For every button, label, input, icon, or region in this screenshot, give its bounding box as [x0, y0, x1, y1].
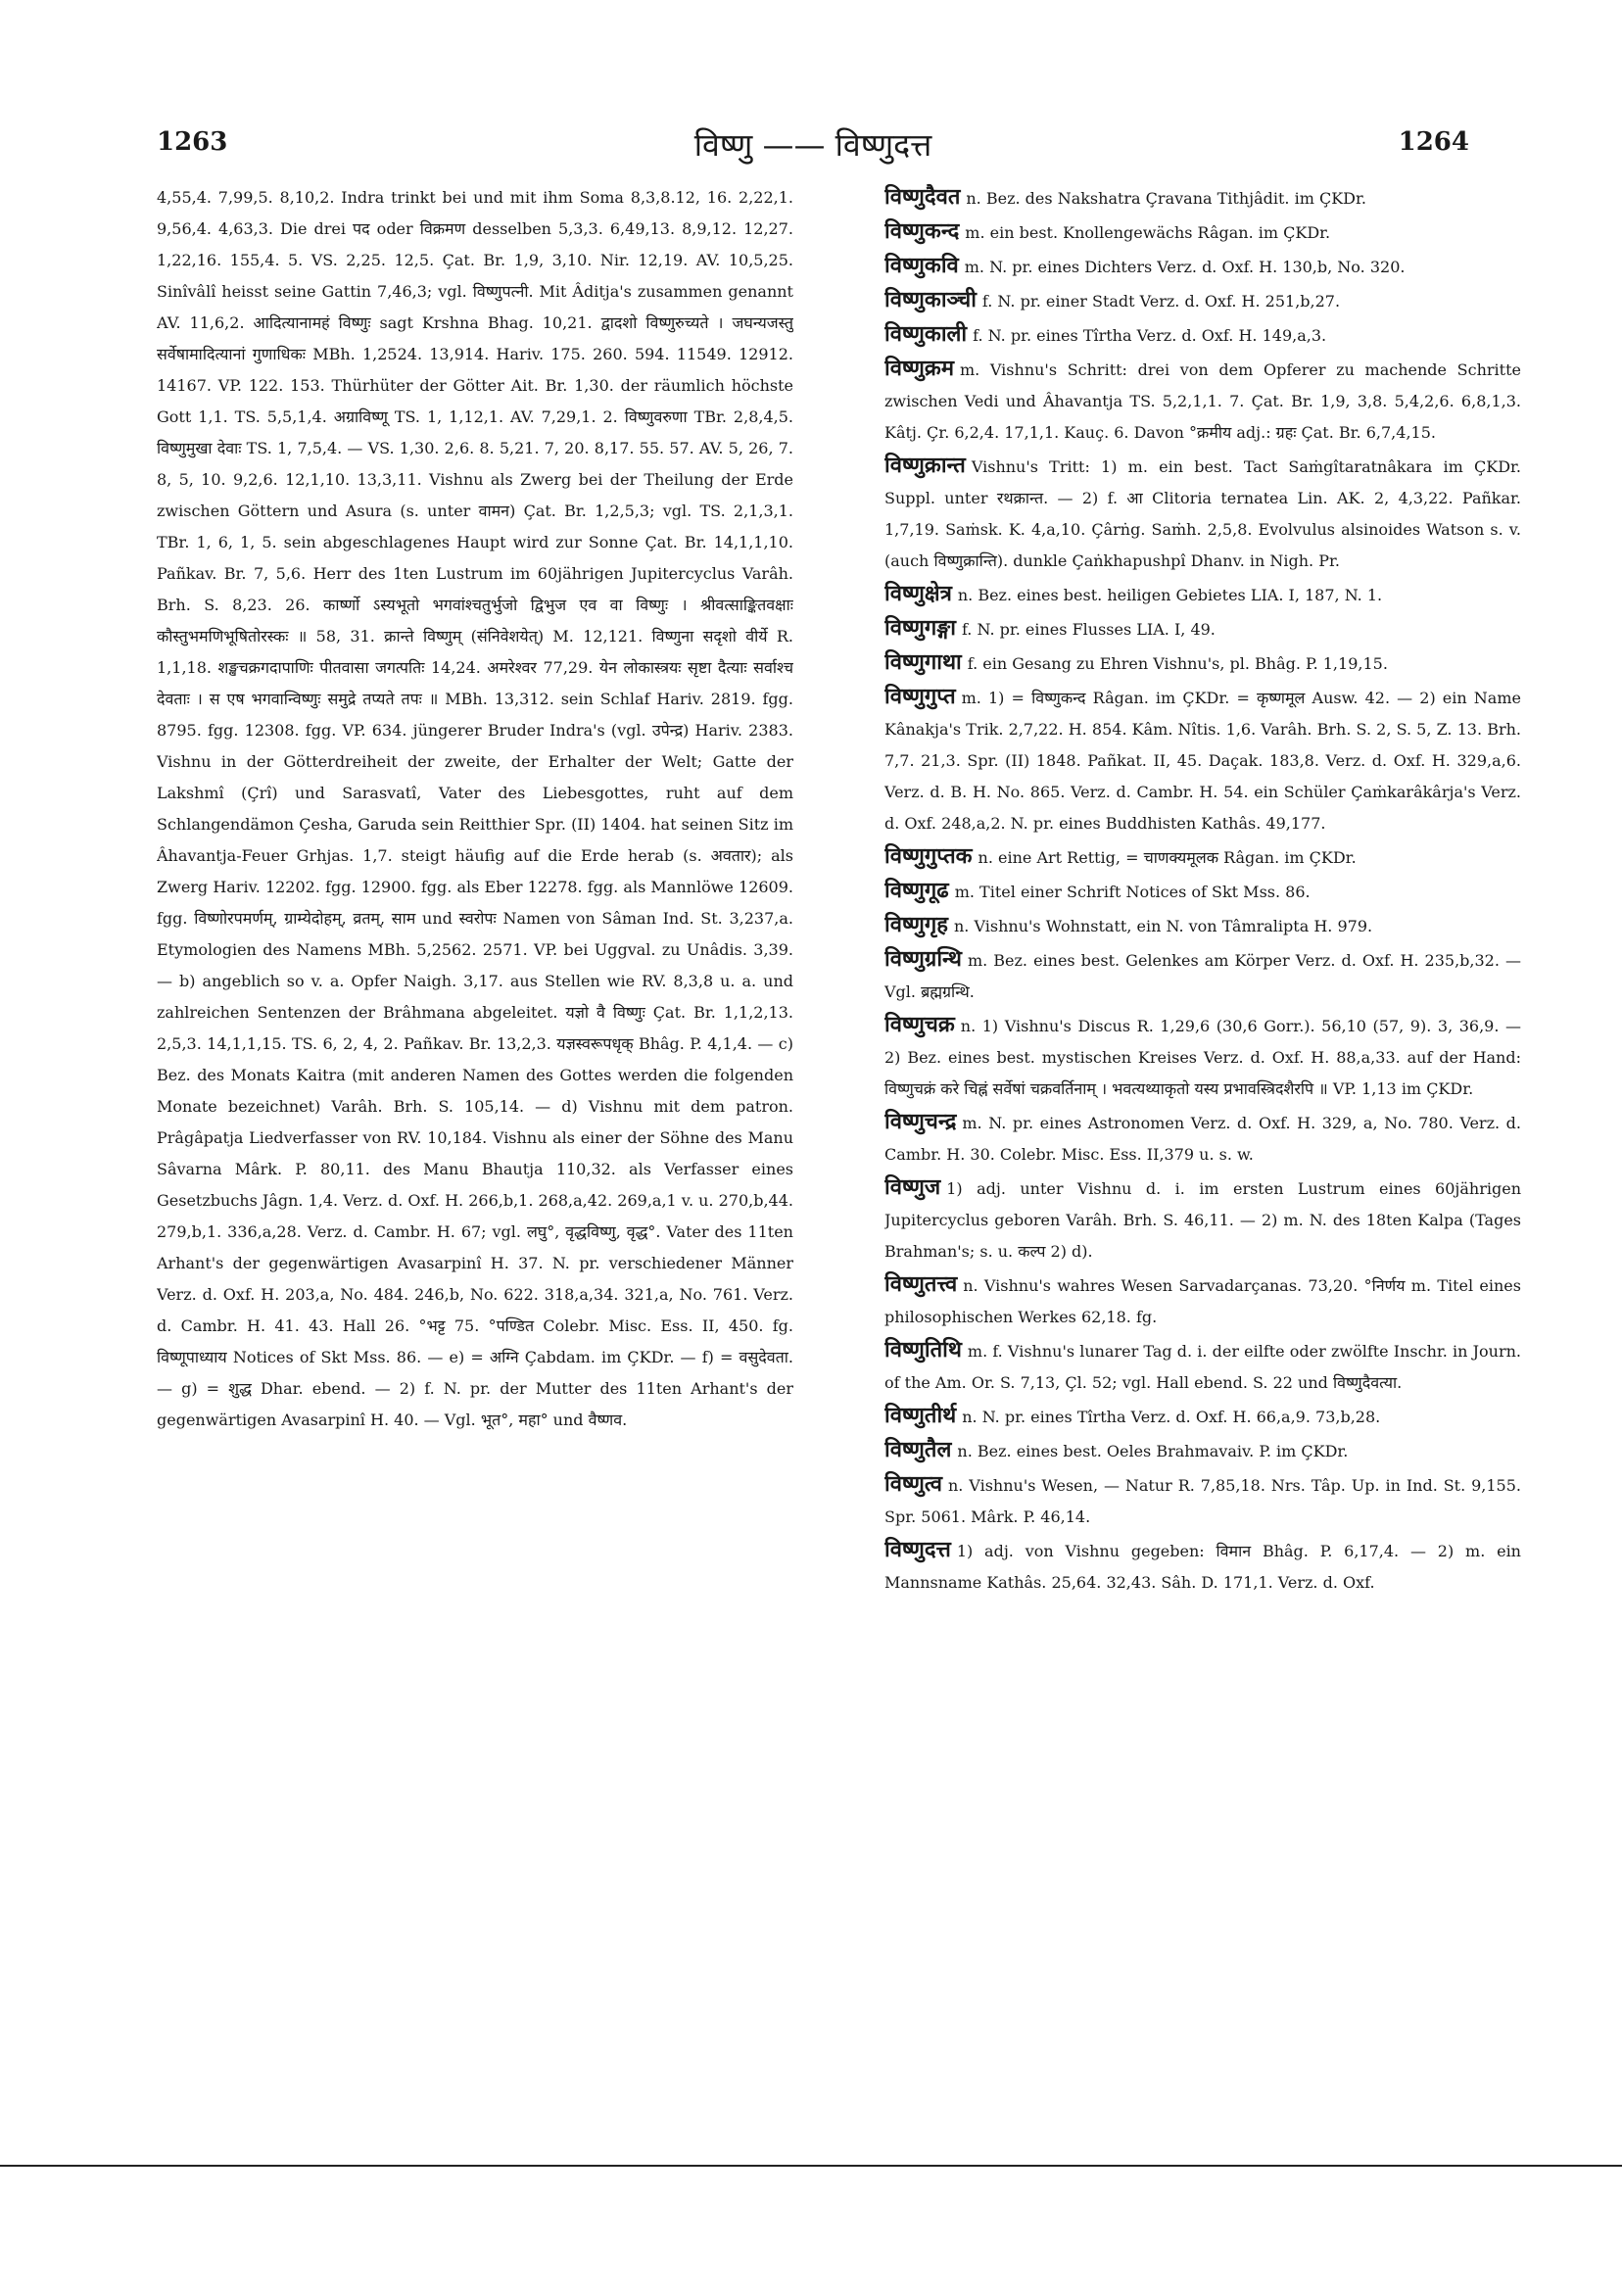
entry-headword: विष्णुतत्त्व — [884, 1272, 958, 1297]
entry-text: n. Bez. des Nakshatra Çravana Tithjâdit. im ÇKDr. — [966, 189, 1366, 208]
entry-headword: विष्णुगङ्गा — [884, 616, 956, 641]
dictionary-entry — [884, 613, 1521, 646]
dictionary-entry — [884, 1335, 1521, 1399]
entry-headword: विष्णुत्व — [884, 1472, 942, 1497]
entry-text: m. N. pr. eines Dichters Verz. d. Oxf. H. 130,b, No. 320. — [964, 258, 1406, 276]
dictionary-entry — [884, 285, 1521, 317]
entry-text: n. Vishnu's wahres Wesen Sarvadarçanas. 73,20. °निर्णय m. Titel eines philosophischen Werkes 62,18. fg. — [884, 1276, 1521, 1326]
dictionary-entry — [884, 1010, 1521, 1105]
dictionary-entry — [884, 319, 1521, 352]
dictionary-entry — [884, 216, 1521, 249]
entry-headword: विष्णुचन्द्र — [884, 1110, 957, 1134]
dictionary-entry — [884, 647, 1521, 680]
entry-text: n. Bez. eines best. heiligen Gebietes LIA. I, 187, N. 1. — [957, 586, 1383, 604]
left-column — [157, 182, 793, 2033]
dictionary-entry — [884, 944, 1521, 1008]
entry-headword: विष्णुकन्द — [884, 219, 960, 244]
dictionary-entry — [884, 579, 1521, 611]
right-column — [884, 182, 1521, 2033]
entry-headword: विष्णुग्रन्थि — [884, 947, 962, 972]
entry-headword: विष्णुतीर्थ — [884, 1404, 957, 1428]
entry-headword: विष्णुगृह — [884, 913, 948, 937]
entry-headword: विष्णुतैल — [884, 1438, 952, 1462]
dictionary-entry — [884, 876, 1521, 908]
dictionary-entry — [884, 841, 1521, 874]
footer-rule — [0, 2165, 1622, 2167]
entry-text: n. Vishnu's Wohnstatt, ein N. von Tâmralipta H. 979. — [954, 917, 1373, 935]
entry-text: f. ein Gesang zu Ehren Vishnu's, pl. Bhâg. P. 1,19,15. — [967, 654, 1388, 673]
page-number-left: 1263 — [157, 127, 228, 157]
entry-text: m. Titel einer Schrift Notices of Skt Mss. 86. — [954, 883, 1311, 901]
dictionary-entry — [884, 1469, 1521, 1533]
entry-headword: विष्णुकाली — [884, 322, 968, 347]
entry-headword: विष्णुगाथा — [884, 650, 962, 675]
dictionary-entry — [884, 1107, 1521, 1171]
entry-headword: विष्णुदैवत — [884, 185, 961, 210]
entry-text: f. N. pr. einer Stadt Verz. d. Oxf. H. 251,b,27. — [981, 292, 1341, 311]
entry-text: 1) adj. unter Vishnu d. i. im ersten Lustrum eines 60jährigen Jupitercyclus geboren Varâh. Brh. S. 46,11. — 2) m. N. des 18ten Kalpa (Tages Brahman's; s. u. कल्प 2) d). — [884, 1179, 1521, 1261]
entry-text: n. eine Art Rettig, = चाणक्यमूलक Râgan. im ÇKDr. — [978, 848, 1357, 867]
dictionary-entry — [884, 1269, 1521, 1333]
dictionary-entry — [884, 451, 1521, 577]
entry-text: m. ein best. Knollengewächs Râgan. im ÇKDr. — [965, 223, 1331, 242]
entry-headword: विष्णुक्षेत्र — [884, 582, 952, 606]
entry-headword: विष्णुगुप्त — [884, 685, 956, 709]
entry-text: f. N. pr. eines Tîrtha Verz. d. Oxf. H. 149,a,3. — [973, 326, 1327, 345]
entry-headword: विष्णुचक्र — [884, 1013, 955, 1037]
entry-text: Vishnu's Tritt: 1) m. ein best. Tact Saṁgîtaratnâkara im ÇKDr. Suppl. unter रथक्रान्त. — 2) f. आ Clitoria ternatea Lin. AK. 2, 4,3,22. Pañkar. 1,7,19. Saṁsk. K. 4,a,10. Çârṅg. Saṁh. 2,5,8. Evolvulus alsinoides Watson s. v. (auch विष्णुक्रान्ति). dunkle Çaṅkhapushpî Dhanv. in Nigh. Pr. — [884, 457, 1521, 570]
entry-continuation: 4,55,4. 7,99,5. 8,10,2. Indra trinkt bei und mit ihm Soma 8,3,8.12, 16. 2,22,1. 9,56,4. 4,63,3. Die drei पद oder विक्रमण desselben 5,3,3. 6,49,13. 8,9,12. 12,27. 1,22,16. 155,4. 5. VS. 2,25. 12,5. Çat. Br. 1,9, 3,10. Nir. 12,19. AV. 10,5,25. Sinîvâlî heisst seine Gattin 7,46,3; vgl. विष्णुपत्नी. Mit Âditja's zusammen genannt AV. 11,6,2. आदित्यानामहं विष्णुः sagt Krshna Bhag. 10,21. द्वादशो विष्णुरुच्यते । जघन्यजस्तु सर्वेषामादित्यानां गुणाधिकः MBh. 1,2524. 13,914. Hariv. 175. 260. 594. 11549. 12912. 14167. VP. 122. 153. Thürhüter der Götter Ait. Br. 1,30. der räumlich höchste Gott 1,1. TS. 5,5,1,4. अग्राविष्णू TS. 1, 1,12,1. AV. 7,29,1. 2. विष्णुवरुणा TBr. 2,8,4,5. विष्णुमुखा देवाः TS. 1, 7,5,4. — VS. 1,30. 2,6. 8. 5,21. 7, 20. 8,17. 55. 57. AV. 5, 26, 7. 8, 5, 10. 9,2,6. 12,1,10. 13,3,11. Vishnu als Zwerg bei der Theilung der Erde zwischen Göttern und Asura (s. unter वामन) Çat. Br. 1,2,5,3; vgl. TS. 2,1,3,1. TBr. 1, 6, 1, 5. sein abgeschlagenes Haupt wird zur Sonne Çat. Br. 14,1,1,10. Pañkav. Br. 7, 5,6. Herr des 1ten Lustrum im 60jährigen Jupitercyclus Varâh. Brh. S. 8,23. 26. कार्ष्णो ऽस्यभूतो भगवांश्चतुर्भुजो द्विभुज एव वा विष्णुः । श्रीवत्साङ्कितवक्षाः कौस्तुभमणिभूषितोरस्कः ॥ 58, 31. क्रान्ते विष्णुम् (संनिवेशयेत्) M. 12,121. विष्णुना सदृशो वीर्ये R. 1,1,18. शङ्खचक्रगदापाणिः पीतवासा जगत्पतिः 14,24. अमरेश्वर 77,29. येन लोकास्त्रयः सृष्टा दैत्याः सर्वाश्च देवताः । स एष भगवान्विष्णुः समुद्रे तप्यते तपः ॥ MBh. 13,312. sein Schlaf Hariv. 2819. fgg. 8795. fgg. 12308. fgg. VP. 634. jüngerer Bruder Indra's (vgl. उपेन्द्र) Hariv. 2383. Vishnu in der Götterdreiheit der zweite, der Erhalter der Welt; Gatte der Lakshmî (Çrî) und Sarasvatî, Vater des Liebesgottes, ruht auf dem Schlangendämon Çesha, Garuda sein Reitthier Spr. (II) 1404. hat seinen Sitz im Âhavantja-Feuer Grhjas. 1,7. steigt häufig auf die Erde herab (s. अवतार); als Zwerg Hariv. 12202. fgg. 12900. fgg. als Eber 12278. fgg. als Mannlöwe 12609. fgg. विष्णोरपमर्णम्, ग्राम्येदोहम्, व्रतम्, साम und स्वरोपः Namen von Sâman Ind. St. 3,237,a. Etymologien des Namens MBh. 5,2562. 2571. VP. bei Uggval. zu Unâdis. 3,39. — b) angeblich so v. a. Opfer Naigh. 3,17. aus Stellen wie RV. 8,3,8 u. a. und zahlreichen Sentenzen der Brâhmana abgeleitet. यज्ञो वै विष्णुः Çat. Br. 1,1,2,13. 2,5,3. 14,1,1,15. TS. 6, 2, 4, 2. Pañkav. Br. 13,2,3. यज्ञस्वरूपधृक् Bhâg. P. 4,1,4. — c) Bez. des Monats Kaitra (mit anderen Namen des Gottes werden die folgenden Monate bezeichnet) Varâh. Brh. S. 105,14. — d) Vishnu mit dem patron. Prâgâpatja Liedverfasser von RV. 10,184. Vishnu als einer der Söhne des Manu Sâvarna Mârk. P. 80,11. des Manu Bhautja 110,32. als Verfasser eines Gesetzbuchs Jâgn. 1,4. Verz. d. Oxf. H. 266,b,1. 268,a,42. 269,a,1 v. u. 270,b,44. 279,b,1. 336,a,28. Verz. d. Cambr. H. 67; vgl. लघु°, वृद्धविष्णु, वृद्ध°. Vater des 11ten Arhant's der gegenwärtigen Avasarpinî H. 37. N. pr. verschiedener Männer Verz. d. Oxf. H. 203,a, No. 484. 246,b, No. 622. 318,a,34. 321,a, No. 761. Verz. d. Cambr. H. 41. 43. Hall 26. °भट्ट 75. °पण्डित Colebr. Misc. Ess. II, 450. fg. विष्णूपाध्याय Notices of Skt Mss. 86. — e) = अग्नि Çabdam. im ÇKDr. — f) = वसुदेवता. — g) = शुद्ध Dhar. ebend. — 2) f. N. pr. der Mutter des 11ten Arhant's der gegenwärtigen Avasarpinî H. 40. — Vgl. भूत°, महा° und वैष्णव. — [157, 188, 793, 1429]
dictionary-entry — [884, 1401, 1521, 1433]
running-title: विष्णु —— विष्णुदत्त — [693, 126, 932, 164]
entry-text: m. 1) = विष्णुकन्द Râgan. im ÇKDr. = कृष्णमूल Ausw. 42. — 2) ein Name Kânakja's Trik. 2,7,22. H. 854. Kâm. Nîtis. 1,6. Varâh. Brh. S. 2, S. 5, Z. 13. Brh. 7,7. 21,3. Spr. (II) 1848. Pañkat. II, 45. Daçak. 183,8. Verz. d. Oxf. H. 329,a,6. Verz. d. B. H. No. 865. Verz. d. Cambr. H. 54. ein Schüler Çaṁkarâkârja's Verz. d. Oxf. 248,a,2. N. pr. eines Buddhisten Kathâs. 49,177. — [884, 689, 1521, 833]
dictionary-entry — [884, 1172, 1521, 1268]
entry-text: n. 1) Vishnu's Discus R. 1,29,6 (30,6 Gorr.). 56,10 (57, 9). 3, 36,9. — 2) Bez. eines best. mystischen Kreises Verz. d. Oxf. H. 88,a,33. auf der Hand: विष्णुचक्रं करे चिह्नं सर्वेषां चक्रवर्तिनाम् । भवत्यथ्याकृतो यस्य प्रभावस्त्रिदशैरपि ॥ VP. 1,13 im ÇKDr. — [884, 1017, 1521, 1098]
entry-text: m. Bez. eines best. Gelenkes am Körper Verz. d. Oxf. H. 235,b,32. — Vgl. ब्रह्मग्रन्थि. — [884, 951, 1521, 1001]
entry-text: n. N. pr. eines Tîrtha Verz. d. Oxf. H. 66,a,9. 73,b,28. — [962, 1408, 1381, 1426]
entry-text: m. N. pr. eines Astronomen Verz. d. Oxf. H. 329, a, No. 780. Verz. d. Cambr. H. 30. Colebr. Misc. Ess. II,379 u. s. w. — [884, 1114, 1521, 1164]
entry-text: n. Bez. eines best. Oeles Brahmavaiv. P. im ÇKDr. — [957, 1442, 1349, 1460]
dictionary-entry — [884, 251, 1521, 283]
dictionary-entry — [884, 182, 1521, 215]
entry-headword: विष्णुकाञ्ची — [884, 288, 977, 312]
entry-headword: विष्णुतिथि — [884, 1338, 962, 1363]
entry-headword: विष्णुक्रान्त — [884, 454, 966, 478]
entry-text: m. f. Vishnu's lunarer Tag d. i. der eilfte oder zwölfte Inschr. in Journ. of the Am. Or. S. 7,13, Çl. 52; vgl. Hall ebend. S. 22 und विष्णुदैवत्या. — [884, 1342, 1521, 1392]
entry-headword: विष्णुगूढ — [884, 879, 949, 903]
dictionary-entry — [884, 1435, 1521, 1467]
dictionary-entry — [884, 910, 1521, 942]
entry-headword: विष्णुगुप्तक — [884, 844, 973, 869]
entry-text: f. N. pr. eines Flusses LIA. I, 49. — [961, 620, 1216, 639]
page-header — [157, 127, 1469, 167]
entry-text: 1) adj. von Vishnu gegeben: विमान Bhâg. P. 6,17,4. — 2) m. ein Mannsname Kathâs. 25,64. 32,43. Sâh. D. 171,1. Verz. d. Oxf. — [884, 1542, 1521, 1592]
page-number-right: 1264 — [1398, 127, 1469, 157]
entry-headword: विष्णुज — [884, 1175, 941, 1200]
dictionary-entry — [884, 682, 1521, 839]
entry-headword: विष्णुदत्त — [884, 1538, 951, 1562]
entry-text: n. Vishnu's Wesen, — Natur R. 7,85,18. Nrs. Tâp. Up. in Ind. St. 9,155. Spr. 5061. Mârk. P. 46,14. — [884, 1476, 1521, 1526]
entry-headword: विष्णुकवि — [884, 254, 959, 278]
dictionary-entry — [884, 354, 1521, 449]
entry-text: m. Vishnu's Schritt: drei von dem Opferer zu machende Schritte zwischen Vedi und Âhavantja TS. 5,2,1,1. 7. Çat. Br. 1,9, 3,8. 5,4,2,6. 6,8,1,3. Kâtj. Çr. 6,2,4. 17,1,1. Kauç. 6. Davon °क्रमीय adj.: ग्रहः Çat. Br. 6,7,4,15. — [884, 360, 1521, 442]
entry-headword: विष्णुक्रम — [884, 357, 954, 381]
dictionary-entry — [884, 1535, 1521, 1599]
